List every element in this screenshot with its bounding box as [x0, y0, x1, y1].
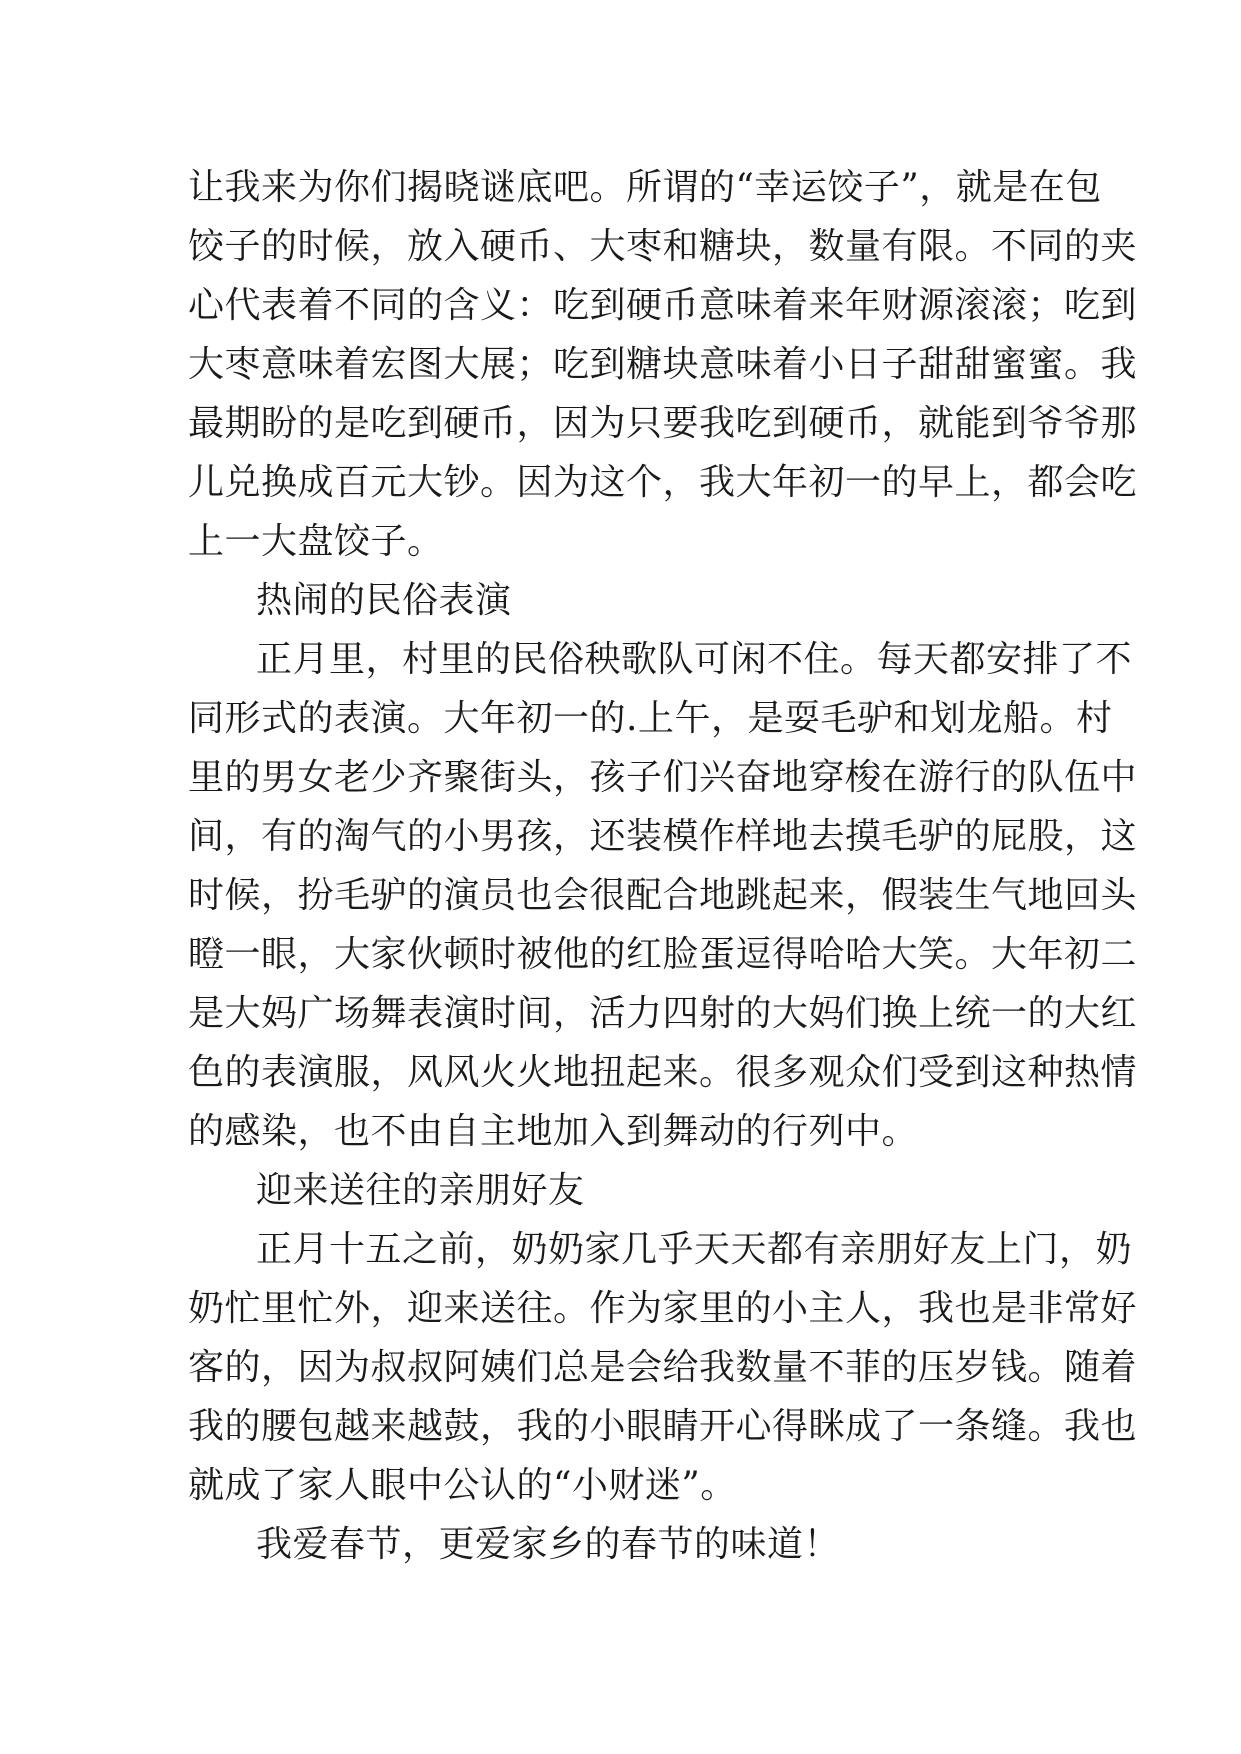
text-line: 同形式的表演。大年初一的.上午，是耍毛驴和划龙船。村 — [188, 698, 1113, 739]
text-line: 大枣意味着宏图大展；吃到糖块意味着小日子甜甜蜜蜜。我 — [188, 344, 1138, 385]
text-line: 正月里，村里的民俗秧歌队可闲不住。每天都安排了不 — [256, 639, 1133, 680]
text-line: 最期盼的是吃到硬币，因为只要我吃到硬币，就能到爷爷那 — [188, 403, 1138, 444]
text-line: 里的男女老少齐聚街头，孩子们兴奋地穿梭在游行的队伍中 — [188, 757, 1138, 798]
document-body — [188, 158, 1138, 1574]
section-heading-relatives-friends: 迎来送往的亲朋好友 — [256, 1170, 585, 1211]
paragraph-folk-performance — [188, 630, 1138, 1161]
text-line: 时候，扮毛驴的演员也会很配合地跳起来，假装生气地回头 — [188, 875, 1138, 916]
text-line: 让我来为你们揭晓谜底吧。所谓的“幸运饺子”，就是在包 — [188, 167, 1102, 208]
text-line: 间，有的淘气的小男孩，还装模作样地去摸毛驴的屁股，这 — [188, 816, 1138, 857]
text-line: 瞪一眼，大家伙顿时被他的红脸蛋逗得哈哈大笑。大年初二 — [188, 934, 1138, 975]
text-line: 客的，因为叔叔阿姨们总是会给我数量不菲的压岁钱。随着 — [188, 1347, 1138, 1388]
paragraph-relatives-friends — [188, 1220, 1138, 1515]
section-heading-folk-performance: 热闹的民俗表演 — [256, 580, 512, 621]
text-line: 色的表演服，风风火火地扭起来。很多观众们受到这种热情 — [188, 1052, 1138, 1093]
text-line: 上一大盘饺子。 — [188, 521, 444, 562]
text-line: 的感染，也不由自主地加入到舞动的行列中。 — [188, 1111, 919, 1152]
text-line: 儿兑换成百元大钞。因为这个，我大年初一的早上，都会吃 — [188, 462, 1138, 503]
text-line: 我的腰包越来越鼓，我的小眼睛开心得眯成了一条缝。我也 — [188, 1406, 1138, 1447]
paragraph-closing — [188, 1515, 1064, 1574]
text-line: 饺子的时候，放入硬币、大枣和糖块，数量有限。不同的夹 — [188, 226, 1138, 267]
text-line: 奶忙里忙外，迎来送往。作为家里的小主人，我也是非常好 — [188, 1288, 1138, 1329]
paragraph-lucky-dumplings — [188, 158, 1138, 571]
text-line: 就成了家人眼中公认的“小财迷”。 — [188, 1465, 737, 1506]
text-line: 正月十五之前，奶奶家几乎天天都有亲朋好友上门，奶 — [256, 1229, 1133, 1270]
text-line: 我爱春节，更爱家乡的春节的味道！ — [256, 1524, 841, 1565]
text-line: 是大妈广场舞表演时间，活力四射的大妈们换上统一的大红 — [188, 993, 1138, 1034]
text-line: 心代表着不同的含义：吃到硬币意味着来年财源滚滚；吃到 — [188, 285, 1138, 326]
